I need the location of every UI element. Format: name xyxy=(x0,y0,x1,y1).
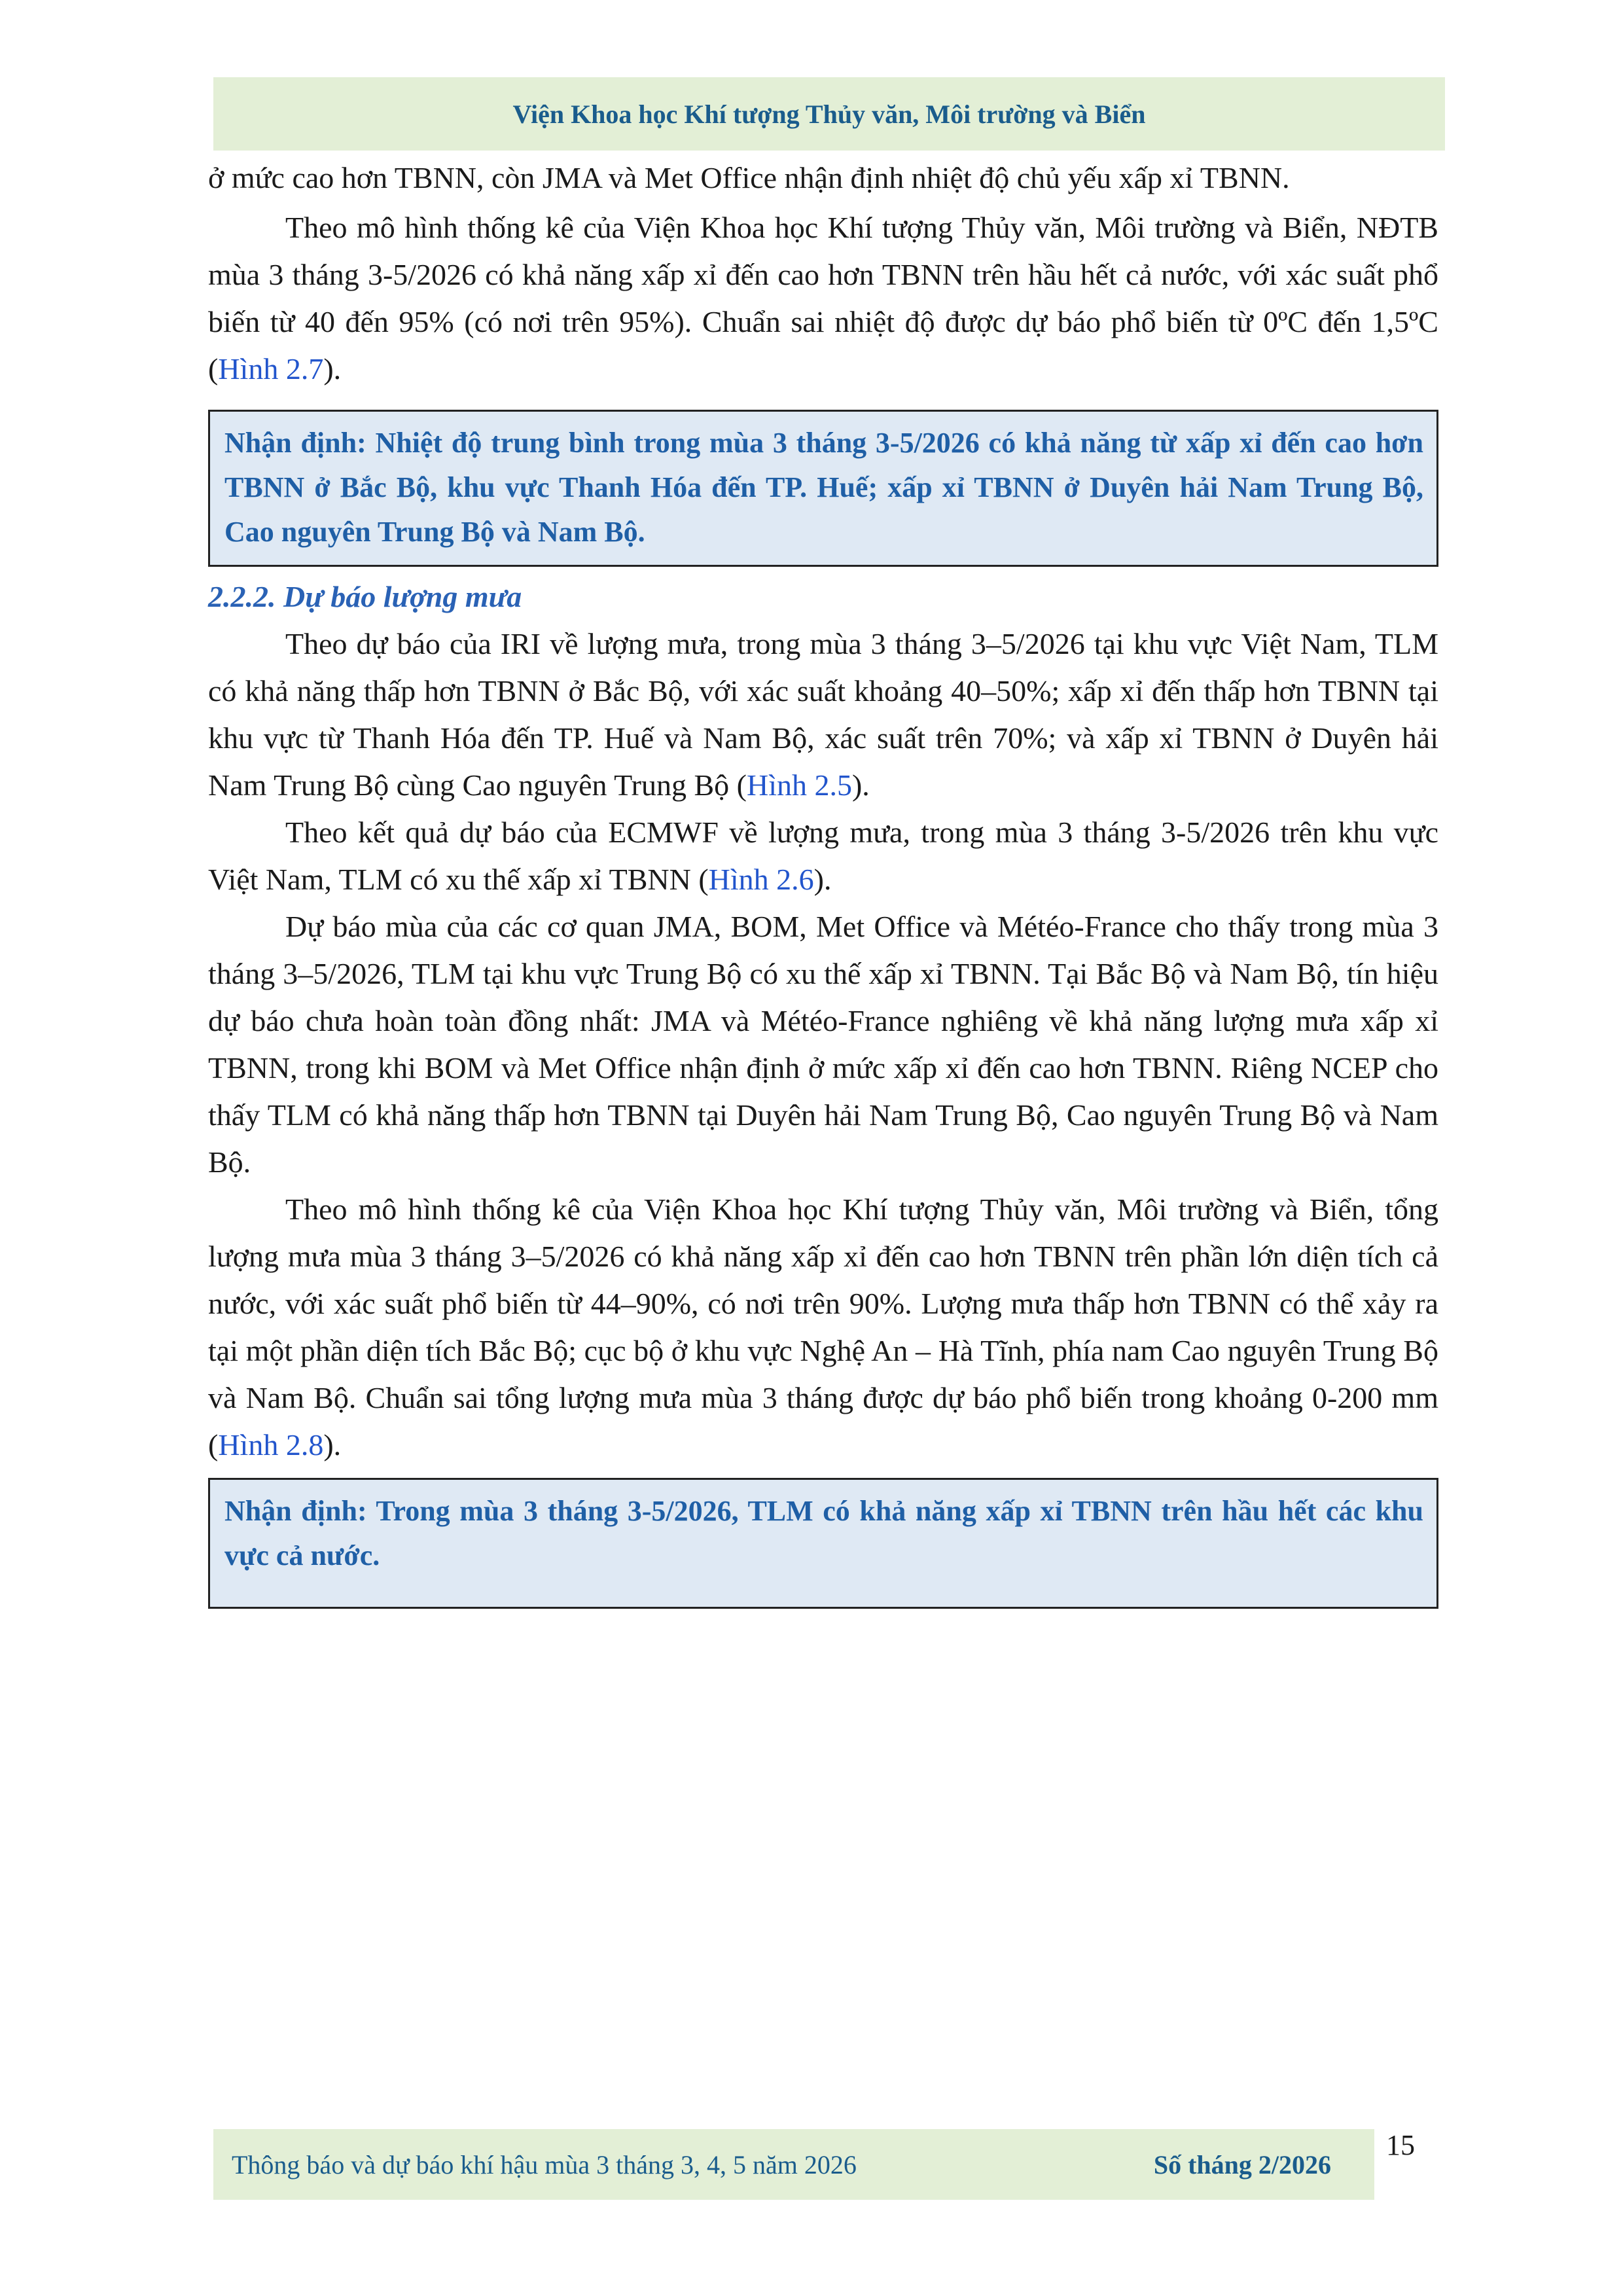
paragraph-temperature-statistical-model xyxy=(208,204,1438,393)
paragraph-text-end: ). xyxy=(323,1428,342,1462)
paragraph-text: Theo mô hình thống kê của Viện Khoa học Khí tượng Thủy văn, Môi trường và Biển, tổng lượng mưa mùa 3 tháng 3–5/2026 có khả năng xấp xỉ đến cao hơn TBNN trên phần lớn diện tích cả nước, với xác suất phổ biến từ 44–90%, có nơi trên 90%. Lượng mưa thấp hơn TBNN có thể xảy ra tại một phần diện tích Bắc Bộ; cục bộ ở khu vực Nghệ An – Hà Tĩnh, phía nam Cao nguyên Trung Bộ và Nam Bộ. Chuẩn sai tổng lượng mưa mùa 3 tháng được dự báo phổ biến trong khoảng 0-200 mm ( xyxy=(208,1193,1438,1462)
page-header xyxy=(213,77,1445,151)
rainfall-assessment-callout xyxy=(208,1478,1438,1609)
page-number: 15 xyxy=(1386,2129,1415,2161)
paragraph-text: Theo kết quả dự báo của ECMWF về lượng mưa, trong mùa 3 tháng 3-5/2026 trên khu vực Việt Nam, TLM có xu thế xấp xỉ TBNN ( xyxy=(208,816,1438,896)
paragraph-text-end: ). xyxy=(323,352,342,386)
page-footer xyxy=(213,2129,1374,2200)
paragraph-text: Theo dự báo của IRI về lượng mưa, trong mùa 3 tháng 3–5/2026 tại khu vực Việt Nam, TLM có khả năng thấp hơn TBNN ở Bắc Bộ, với xác suất khoảng 40–50%; xấp xỉ đến thấp hơn TBNN tại khu vực từ Thanh Hóa đến TP. Huế và Nam Bộ, xác suất trên 70%; và xấp xỉ TBNN ở Duyên hải Nam Trung Bộ cùng Cao nguyên Trung Bộ ( xyxy=(208,627,1438,802)
paragraph-agencies-rainfall: Dự báo mùa của các cơ quan JMA, BOM, Met Office và Météo-France cho thấy trong mùa 3 tháng 3–5/2026, TLM tại khu vực Trung Bộ có xu thế xấp xỉ TBNN. Tại Bắc Bộ và Nam Bộ, tín hiệu dự báo chưa hoàn toàn đồng nhất: JMA và Météo-France nghiêng về khả năng lượng mưa xấp xỉ TBNN, trong khi BOM và Met Office nhận định ở mức xấp xỉ đến cao hơn TBNN. Riêng NCEP cho thấy TLM có khả năng thấp hơn TBNN tại Duyên hải Nam Trung Bộ, Cao nguyên Trung Bộ và Nam Bộ. xyxy=(208,910,1438,1179)
paragraph-temperature-continuation: ở mức cao hơn TBNN, còn JMA và Met Office nhận định nhiệt độ chủ yếu xấp xỉ TBNN. xyxy=(208,161,1290,194)
page-body xyxy=(208,154,1438,1609)
footer-publication-title: Thông báo và dự báo khí hậu mùa 3 tháng 3, 4, 5 năm 2026 xyxy=(232,2149,857,2179)
footer-issue-number: Số tháng 2/2026 xyxy=(1153,2149,1331,2179)
paragraph-ecmwf-rainfall xyxy=(208,809,1438,903)
callout-text: Nhận định: Trong mùa 3 tháng 3-5/2026, TLM có khả năng xấp xỉ TBNN trên hầu hết các khu vực cả nước. xyxy=(224,1495,1423,1571)
header-title: Viện Khoa học Khí tượng Thủy văn, Môi trường và Biển xyxy=(512,99,1146,129)
paragraph-text-end: ). xyxy=(813,863,832,896)
figure-link-2-7[interactable]: Hình 2.7 xyxy=(218,352,324,386)
figure-link-2-5[interactable]: Hình 2.5 xyxy=(746,768,852,802)
figure-link-2-6[interactable]: Hình 2.6 xyxy=(708,863,814,896)
paragraph-text-end: ). xyxy=(851,768,870,802)
figure-link-2-8[interactable]: Hình 2.8 xyxy=(218,1428,324,1462)
paragraph-iri-rainfall xyxy=(208,620,1438,809)
paragraph-text: Theo mô hình thống kê của Viện Khoa học Khí tượng Thủy văn, Môi trường và Biển, NĐTB mùa 3 tháng 3-5/2026 có khả năng xấp xỉ đến cao hơn TBNN trên hầu hết cả nước, với xác suất phổ biến từ 40 đến 95% (có nơi trên 95%). Chuẩn sai nhiệt độ được dự báo phổ biến từ 0ºC đến 1,5ºC ( xyxy=(208,211,1438,386)
paragraph-statistical-rainfall xyxy=(208,1186,1438,1469)
callout-text: Nhận định: Nhiệt độ trung bình trong mùa 3 tháng 3-5/2026 có khả năng từ xấp xỉ đến cao hơn TBNN ở Bắc Bộ, khu vực Thanh Hóa đến TP. Huế; xấp xỉ TBNN ở Duyên hải Nam Trung Bộ, Cao nguyên Trung Bộ và Nam Bộ. xyxy=(224,427,1423,548)
section-heading-rainfall-forecast: 2.2.2. Dự báo lượng mưa xyxy=(208,580,522,613)
temperature-assessment-callout xyxy=(208,410,1438,567)
